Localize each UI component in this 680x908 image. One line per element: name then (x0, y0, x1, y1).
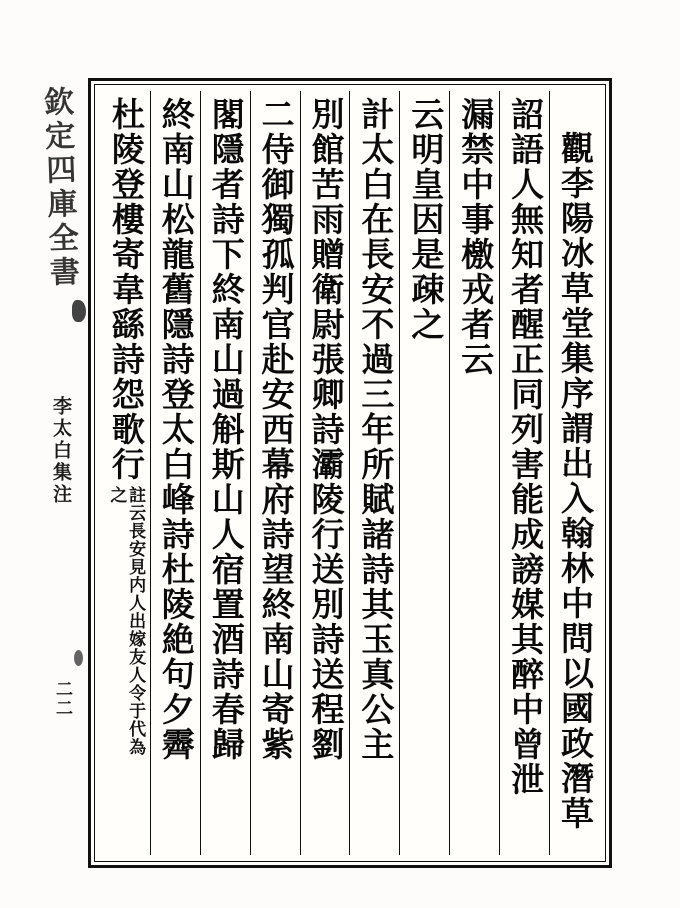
text-column (300, 91, 350, 855)
text-column-content: 計太白在長安不過三年所賦諸詩其玉真公主 (356, 97, 396, 762)
vertical-text-columns (101, 91, 599, 855)
text-column (250, 91, 300, 855)
text-column-content: 詔語人無知者醒正同列害能成謗媒其醉中曾泄 (506, 97, 546, 797)
text-column (101, 91, 150, 855)
text-block-frame-inner (94, 84, 606, 862)
text-column (150, 91, 200, 855)
text-column (549, 91, 599, 855)
ink-blot-mark (72, 300, 86, 322)
ink-blot-mark-secondary (74, 650, 83, 666)
text-column-content: 云明皇因是疎之 (406, 97, 446, 342)
text-column-content: 別館苦雨贈衛尉張卿詩灞陵行送別詩送程劉 (306, 97, 346, 762)
text-column-content: 杜陵登樓寄韋繇詩怨歌行 (106, 97, 146, 482)
text-column (349, 91, 399, 855)
text-column (499, 91, 549, 855)
text-column-content: 漏禁中事檄戎者云 (456, 97, 496, 377)
text-column-content: 終南山松龍舊隱詩登太白峰詩杜陵絶句夕霽 (156, 97, 196, 762)
text-column-content: 觀李陽冰草堂集序謂出入翰林中問以國政潛草 (556, 131, 596, 831)
text-column (399, 91, 449, 855)
interlinear-commentary: 註云長安見内人出嫁友人令于代為之 (106, 486, 146, 756)
text-column-content: 閣隱者詩下終南山過斛斯山人宿置酒詩春歸 (206, 97, 246, 762)
text-block-frame (88, 78, 612, 868)
text-column (200, 91, 250, 855)
margin-header-text: 欽定四庫全書 (37, 85, 80, 291)
folio-number-margin: 二二 (52, 680, 72, 718)
text-column (449, 91, 499, 855)
book-title-margin: 李太白集注 (50, 396, 72, 506)
text-column-content: 二侍御獨孤判官赴安西幕府詩望終南山寄紫 (256, 97, 296, 762)
